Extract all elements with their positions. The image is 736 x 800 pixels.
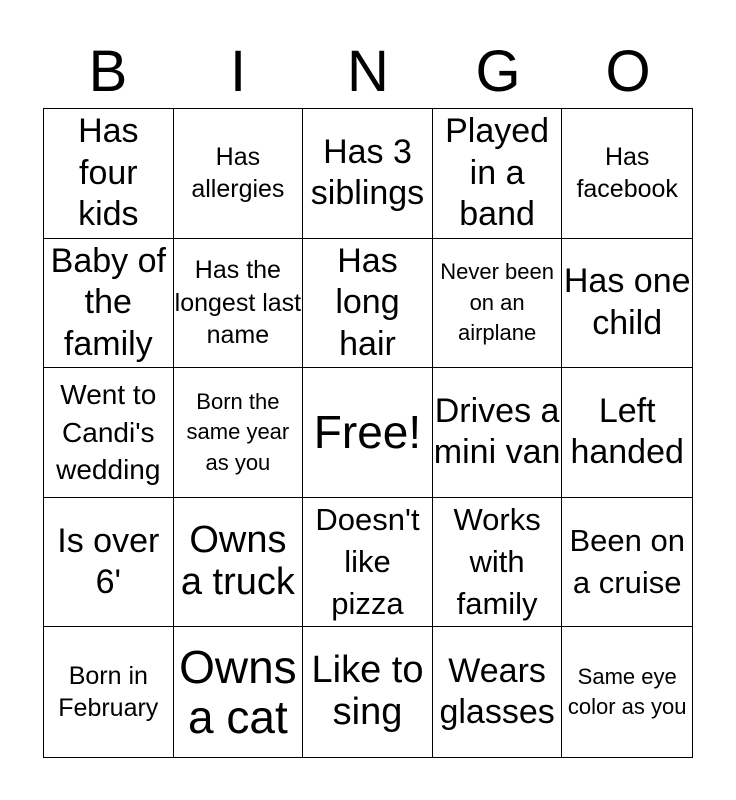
bingo-cell[interactable] [44, 627, 174, 757]
cell-text: Left handed [570, 392, 684, 472]
bingo-cell[interactable] [433, 368, 563, 498]
header-letter-n: N [347, 39, 389, 104]
cell-text: Has 3 siblings [310, 132, 425, 213]
bingo-cell[interactable] [562, 368, 692, 498]
header-letter-o: O [605, 39, 651, 104]
bingo-cell[interactable] [433, 627, 563, 757]
cell-text: Wears glasses [439, 651, 555, 732]
cell-text: Has long hair [335, 241, 400, 363]
bingo-cell[interactable] [44, 498, 174, 628]
cell-text: Never been on an airplane [440, 259, 554, 346]
cell-text: Owns a cat [179, 640, 297, 744]
cell-text: Born the same year as you [186, 388, 290, 475]
cell-text: Free! [313, 406, 422, 459]
cell-text: Went to Candi's wedding [56, 378, 161, 486]
cell-text: Has four kids [78, 112, 139, 234]
cell-text: Same eye color as you [567, 663, 687, 720]
bingo-cell[interactable] [303, 627, 433, 757]
bingo-cell[interactable] [303, 239, 433, 369]
bingo-cell[interactable] [303, 109, 433, 239]
bingo-cell[interactable] [303, 498, 433, 628]
bingo-cell[interactable] [174, 368, 304, 498]
cell-text: Has the longest last name [174, 256, 302, 350]
bingo-cell[interactable] [562, 498, 692, 628]
cell-text: Works with family [453, 502, 541, 622]
cell-text: Owns a truck [180, 519, 295, 604]
cell-text: Is over 6' [57, 521, 160, 602]
bingo-cell[interactable] [44, 368, 174, 498]
bingo-cell[interactable] [433, 239, 563, 369]
cell-text: Been on a cruise [569, 523, 685, 601]
bingo-board [43, 108, 693, 758]
bingo-cell[interactable] [174, 239, 304, 369]
bingo-cell[interactable] [562, 627, 692, 757]
cell-text: Has allergies [191, 142, 285, 204]
header-letter-b: B [88, 39, 128, 104]
bingo-cell[interactable] [433, 109, 563, 239]
bingo-cell[interactable] [174, 109, 304, 239]
bingo-cell[interactable] [562, 239, 692, 369]
bingo-cell[interactable] [174, 498, 304, 628]
free-space[interactable] [303, 368, 433, 498]
bingo-header [43, 36, 693, 108]
cell-text: Doesn't like pizza [315, 502, 420, 622]
header-letter-i: I [229, 39, 247, 104]
bingo-cell[interactable] [433, 498, 563, 628]
cell-text: Has one child [563, 262, 691, 342]
bingo-cell[interactable] [562, 109, 692, 239]
cell-text: Has facebook [576, 142, 678, 204]
cell-text: Born in February [58, 661, 159, 723]
cell-text: Baby of the family [50, 241, 166, 363]
cell-text: Played in a band [445, 112, 550, 234]
bingo-cell[interactable] [44, 109, 174, 239]
cell-text: Like to sing [311, 649, 424, 734]
bingo-cell[interactable] [44, 239, 174, 369]
header-letter-g: G [475, 39, 521, 104]
cell-text: Drives a mini van [433, 392, 561, 472]
bingo-cell[interactable] [174, 627, 304, 757]
